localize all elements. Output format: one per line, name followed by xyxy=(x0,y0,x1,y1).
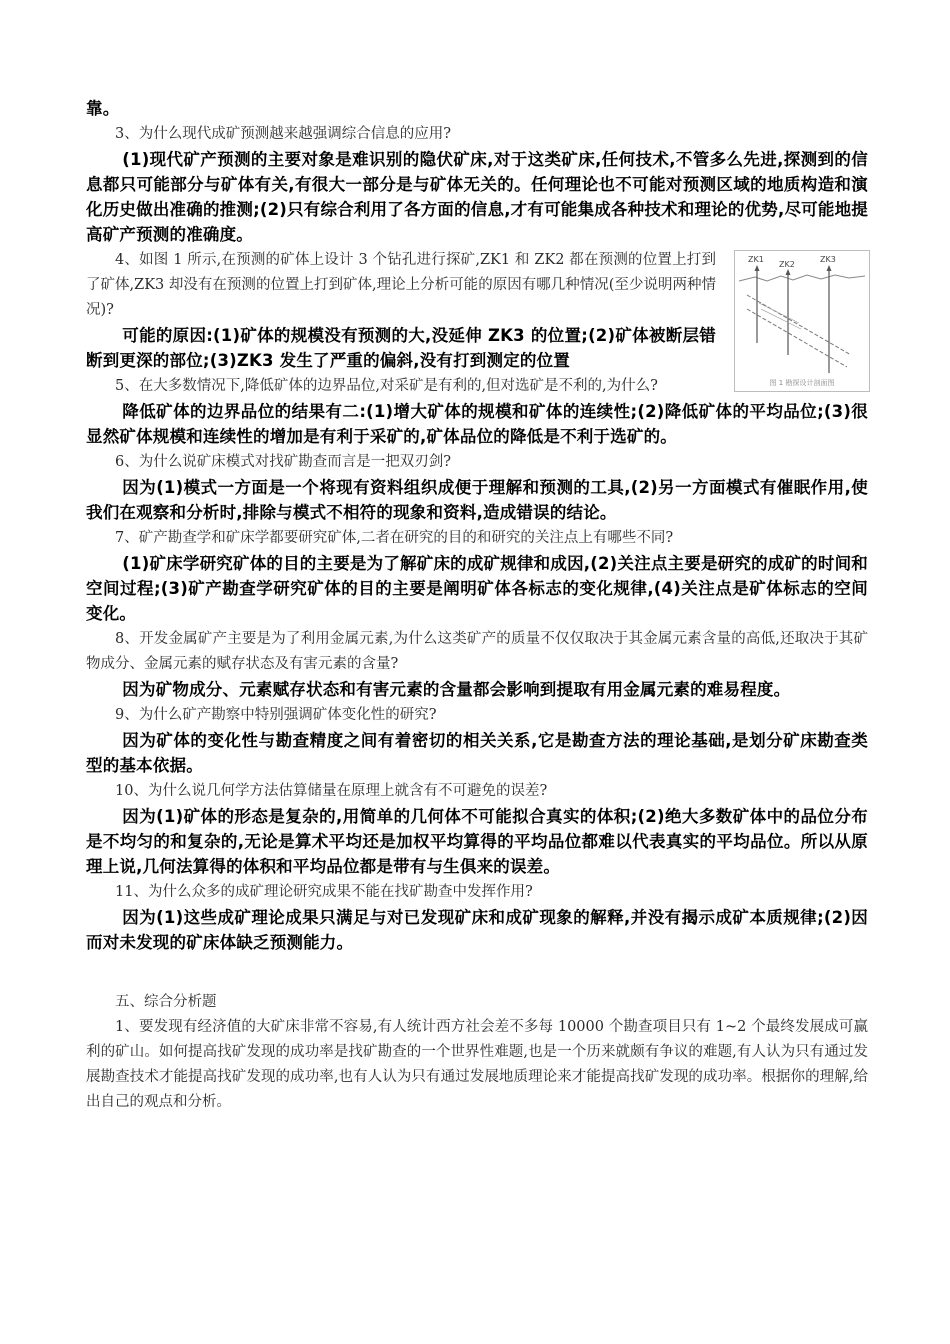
question-11: 11、为什么众多的成矿理论研究成果不能在找矿勘查中发挥作用? xyxy=(115,884,533,900)
label-zk2: ZK2 xyxy=(779,260,795,269)
section-5-question-1: 1、要发现有经济值的大矿床非常不容易,有人统计西方社会差不多每 10000 个勘查项目只有 1~2 个最终发展成可赢利的矿山。如何提高找矿发现的成功率是找矿勘查的一个世界性难题,也是一个历来就颇有争议的难题,有人认为只有通过发展勘查技术才能提高找矿发现的成功率,也有人认为只有通过发展地质理论来才能提高找矿发现的成功率。根据你的理解,给出自己的观点和分析。 xyxy=(86,1019,868,1110)
answer-continuation: 靠。 xyxy=(86,99,120,118)
answer-8: 因为矿物成分、元素赋存状态和有害元素的含量都会影响到提取有用金属元素的难易程度。 xyxy=(122,680,791,699)
answer-4: 可能的原因:(1)矿体的规模没有预测的大,没延伸 ZK3 的位置;(2)矿体被断层错断到更深的部位;(3)ZK3 发生了严重的偏斜,没有打到测定的位置 xyxy=(86,326,716,370)
answer-11: 因为(1)这些成矿理论成果只满足与对已发现矿床和成矿现象的解释,并没有揭示成矿本质规律;(2)因而对未发现的矿床体缺乏预测能力。 xyxy=(86,908,868,952)
question-6: 6、为什么说矿床模式对找矿勘查而言是一把双刃剑? xyxy=(115,454,451,470)
question-10: 10、为什么说几何学方法估算储量在原理上就含有不可避免的误差? xyxy=(115,783,548,799)
predicted-orebody-upper xyxy=(747,295,851,355)
answer-6: 因为(1)模式一方面是一个将现有资料组织成便于理解和预测的工具,(2)另一方面模式有催眠作用,使我们在观察和分析时,排除与模式不相符的现象和资料,造成错误的结论。 xyxy=(86,478,868,522)
label-zk3: ZK3 xyxy=(820,255,836,264)
predicted-orebody-lower xyxy=(747,309,847,367)
section-5-title: 五、综合分析题 xyxy=(115,994,217,1010)
drill-section-diagram xyxy=(735,251,869,391)
label-zk1: ZK1 xyxy=(748,255,764,264)
section-spacer xyxy=(86,956,868,990)
question-7: 7、矿产勘查学和矿床学都要研究矿体,二者在研究的目的和研究的关注点上有哪些不同? xyxy=(115,530,674,546)
question-9: 9、为什么矿产勘察中特别强调矿体变化性的研究? xyxy=(115,707,437,723)
question-3: 3、为什么现代成矿预测越来越强调综合信息的应用? xyxy=(115,126,451,142)
answer-5: 降低矿体的边界品位的结果有二:(1)增大矿体的规模和矿体的连续性;(2)降低矿体的平均品位;(3)很显然矿体规模和连续性的增加是有利于采矿的,矿体品位的降低是不利于选矿的。 xyxy=(86,402,868,446)
answer-10: 因为(1)矿体的形态是复杂的,用简单的几何体不可能拟合真实的体积;(2)绝大多数矿体中的品位分布是不均匀的和复杂的,无论是算术平均还是加权平均算得的平均品位都难以代表真实的平均品位。所以从原理上说,几何法算得的体积和平均品位都是带有与生俱来的误差。 xyxy=(86,807,868,876)
figure-caption: 图 1 勘探设计剖面图 xyxy=(769,379,835,387)
question-4: 4、如图 1 所示,在预测的矿体上设计 3 个钻孔进行探矿,ZK1 和 ZK2 都在预测的位置上打到了矿体,ZK3 却没有在预测的位置上打到矿体,理论上分析可能的原因有哪几种情况(至少说明两种情况)? xyxy=(86,252,716,318)
figure-1-drill-section xyxy=(734,250,870,392)
answer-7: (1)矿床学研究矿体的目的主要是为了解矿床的成矿规律和成因,(2)关注点主要是研究的成矿的时间和空间过程;(3)矿产勘查学研究矿体的目的主要是阐明矿体各标志的变化规律,(4)关注点是矿体标志的空间变化。 xyxy=(86,554,868,623)
question-8: 8、开发金属矿产主要是为了利用金属元素,为什么这类矿产的质量不仅仅取决于其金属元素含量的高低,还取决于其矿物成分、金属元素的赋存状态及有害元素的含量? xyxy=(86,631,868,672)
question-5: 5、在大多数情况下,降低矿体的边界品位,对采矿是有利的,但对选矿是不利的,为什么? xyxy=(115,378,658,394)
answer-9: 因为矿体的变化性与勘查精度之间有着密切的相关关系,它是勘查方法的理论基础,是划分矿床勘查类型的基本依据。 xyxy=(86,731,868,775)
answer-3: (1)现代矿产预测的主要对象是难识别的隐伏矿床,对于这类矿床,任何技术,不管多么先进,探测到的信息都只可能部分与矿体有关,有很大一部分是与矿体无关的。任何理论也不可能对预测区域的地质构造和演化历史做出准确的推测;(2)只有综合利用了各方面的信息,才有可能集成各种技术和理论的优势,尽可能地提高矿产预测的准确度。 xyxy=(86,150,868,244)
document-content xyxy=(86,96,868,1115)
